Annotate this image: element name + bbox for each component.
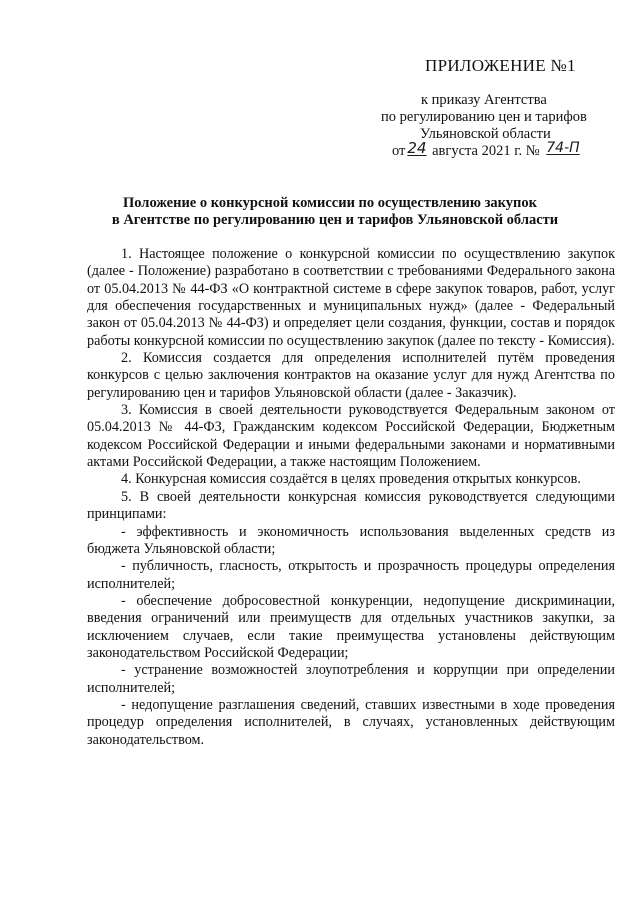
appendix-title: ПРИЛОЖЕНИЕ №1 — [425, 56, 576, 75]
order-date-line — [392, 141, 583, 160]
document-title-line1: Положение о конкурсной комиссии по осуществлению закупок — [122, 195, 538, 211]
paragraph-3: 3. Комиссия в своей деятельности руководствуется Федеральным законом от 05.04.2013 № 44-ФЗ, Гражданским кодексом Российской Федерации, Бюджетным кодексом Российской Федерации и иными федеральными законами и нормативными актами Российской Федерации, а также настоящим Положением. — [87, 402, 615, 471]
order-reference-line1: к приказу Агентства — [421, 92, 547, 108]
order-reference-line3: Ульяновской области — [420, 126, 551, 142]
handwritten-date-day: 24 — [407, 139, 427, 157]
principle-item: - недопущение разглашения сведений, ставших известными в ходе проведения процедур определения исполнителей, в случаях, установленных действующим законодательством. — [87, 696, 615, 748]
principle-item: - эффективность и экономичность использования выделенных средств из бюджета Ульяновской области; — [87, 523, 615, 557]
order-reference-line2: по регулированию цен и тарифов — [381, 109, 587, 125]
paragraph-2: 2. Комиссия создается для определения исполнителей путём проведения конкурсов с целью заключения контрактов на оказание услуг для нужд Агентства по регулированию цен и тарифов Ульяновской области (далее - Заказчик). — [87, 350, 615, 401]
document-body — [87, 246, 615, 749]
paragraph-4: 4. Конкурсная комиссия создаётся в целях проведения открытых конкурсов. — [121, 471, 581, 488]
paragraph-5: 5. В своей деятельности конкурсная комиссия руководствуется следующими принципами: — [87, 488, 615, 523]
principle-item: - обеспечение добросовестной конкуренции, недопущение дискриминации, введения ограничений или преимуществ для отдельных участников закупки, за исключением случаев, если такие преимущества установлены действующим законодательством Российской Федерации; — [87, 592, 615, 661]
handwritten-order-number: 74-П — [546, 140, 580, 156]
document-title-line2: в Агентстве по регулированию цен и тарифов Ульяновской области — [111, 212, 559, 228]
date-rest: августа 2021 г. № — [432, 143, 540, 159]
principle-item: - публичность, гласность, открытость и прозрачность процедуры определения исполнителей; — [87, 558, 615, 592]
paragraph-1: 1. Настоящее положение о конкурсной комиссии по осуществлению закупок (далее - Положение) разработано в соответствии с требованиями Федерального закона от 05.04.2013 № 44-ФЗ «О контрактной системе в сфере закупок товаров, работ, услуг для обеспечения государственных и муниципальных нужд» (далее - Федеральный закон от 05.04.2013 № 44-ФЗ) и определяет цели создания, функции, состав и порядок работы конкурсной комиссии по осуществлению закупок (далее по тексту - Комиссия). — [87, 246, 615, 349]
date-prefix: от — [392, 143, 406, 159]
principle-item: - устранение возможностей злоупотребления и коррупции при определении исполнителей; — [87, 662, 615, 696]
